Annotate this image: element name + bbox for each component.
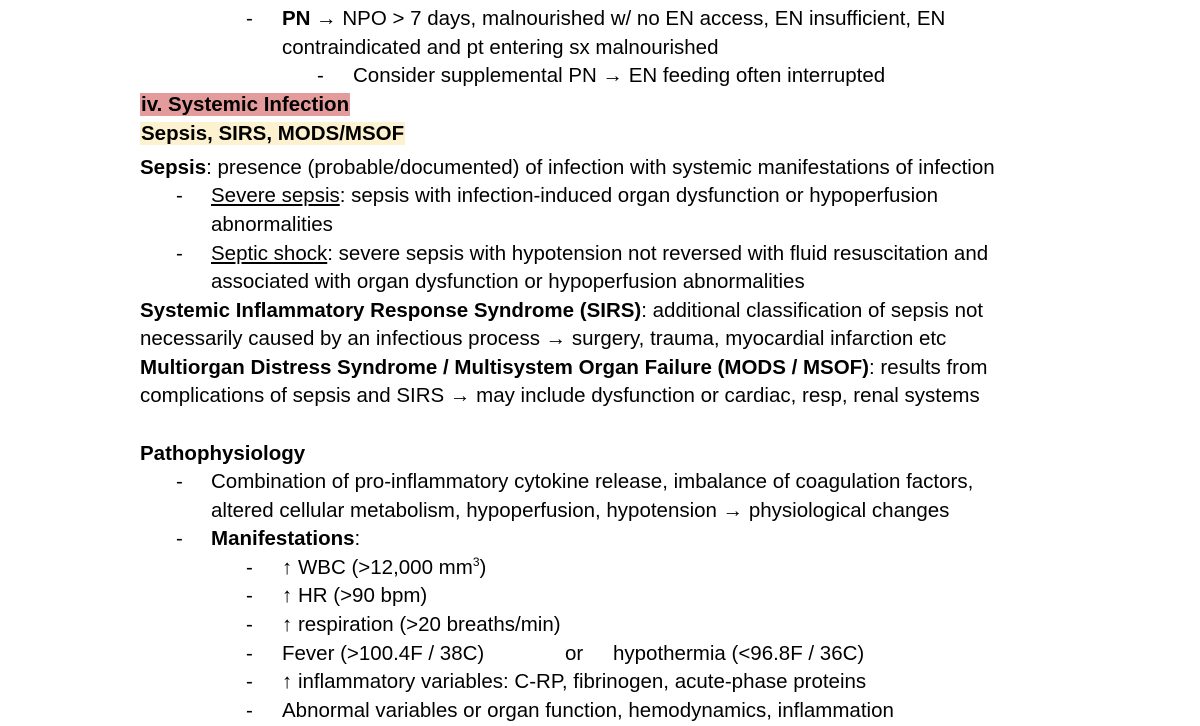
severe-sepsis-def: : sepsis with infection-induced organ dysfunction or hypoperfusion [339,184,939,207]
pn-line-2: contraindicated and pt entering sx malnourished [282,36,719,59]
pathophysiology-heading: Pathophysiology [140,442,306,465]
bullet-dash: - [176,242,183,265]
septic-shock-line-2: associated with organ dysfunction or hypoperfusion abnormalities [211,270,805,293]
manifestation-inflammatory: ↑ inflammatory variables: C-RP, fibrinogen, acute-phase proteins [282,670,867,693]
sepsis-term: Sepsis [140,156,207,179]
bullet-dash: - [246,556,253,579]
septic-shock-term: Septic shock [211,242,328,265]
bullet-dash: - [246,642,253,665]
pn-label: PN [282,7,311,30]
wbc-superscript: 3 [472,555,480,569]
manifestation-abnormal: Abnormal variables or organ function, hemodynamics, inflammation [282,699,894,722]
manifestations-label: Manifestations [211,527,355,550]
bullet-dash: - [317,64,324,87]
bullet-dash: - [246,699,253,722]
sirs-line-2: necessarily caused by an infectious process → surgery, trauma, myocardial infarction etc [140,327,947,350]
sepsis-definition [140,154,995,182]
mods-term: Multiorgan Distress Syndrome / Multisystem Organ Failure (MODS / MSOF) [140,356,870,379]
manifestation-hypothermia: hypothermia (<96.8F / 36C) [613,642,865,665]
pn-line-1 [282,5,945,33]
manifestation-wbc [282,554,486,582]
manifestation-or: or [565,642,584,665]
wbc-text: ↑ WBC (>12,000 mm [282,556,473,579]
manifestation-respiration: ↑ respiration (>20 breaths/min) [282,613,561,636]
bullet-dash: - [246,613,253,636]
manifestation-fever: Fever (>100.4F / 38C) [282,642,485,665]
manifestations-colon: : [354,527,361,550]
sepsis-def: : presence (probable/documented) of infection with systemic manifestations of infection [206,156,995,179]
bullet-dash: - [176,527,183,550]
bullet-dash: - [246,584,253,607]
severe-sepsis-term: Severe sepsis [211,184,340,207]
sirs-term: Systemic Inflammatory Response Syndrome (SIRS) [140,299,642,322]
subheading-text: Sepsis, SIRS, MODS/MSOF [141,122,405,145]
severe-sepsis-line-2: abnormalities [211,213,333,236]
bullet-dash: - [246,670,253,693]
septic-shock-line-1 [211,240,988,268]
mods-def-1: : results from [869,356,988,379]
bullet-dash: - [246,7,253,30]
mods-line-1 [140,354,987,382]
mods-line-2: complications of sepsis and SIRS → may include dysfunction or cardiac, resp, renal systems [140,384,980,407]
bullet-dash: - [176,184,183,207]
sirs-def-1: : additional classification of sepsis not [641,299,984,322]
wbc-end: ) [479,556,487,579]
manifestation-hr: ↑ HR (>90 bpm) [282,584,428,607]
sirs-line-1 [140,297,983,325]
manifestations-label-line [211,525,360,553]
section-heading-text: iv. Systemic Infection [141,93,350,116]
severe-sepsis-line-1 [211,182,938,210]
section-heading [140,91,350,119]
bullet-dash: - [176,470,183,493]
septic-shock-def: : severe sepsis with hypotension not reversed with fluid resuscitation and [327,242,989,265]
patho-item-line-2: altered cellular metabolism, hypoperfusion, hypotension → physiological changes [211,499,950,522]
patho-item-line-1: Combination of pro-inflammatory cytokine release, imbalance of coagulation factors, [211,470,974,493]
pn-sub-bullet: Consider supplemental PN → EN feeding often interrupted [353,64,886,87]
pn-text-1: → NPO > 7 days, malnourished w/ no EN access, EN insufficient, EN [310,7,946,30]
subheading [140,120,405,148]
